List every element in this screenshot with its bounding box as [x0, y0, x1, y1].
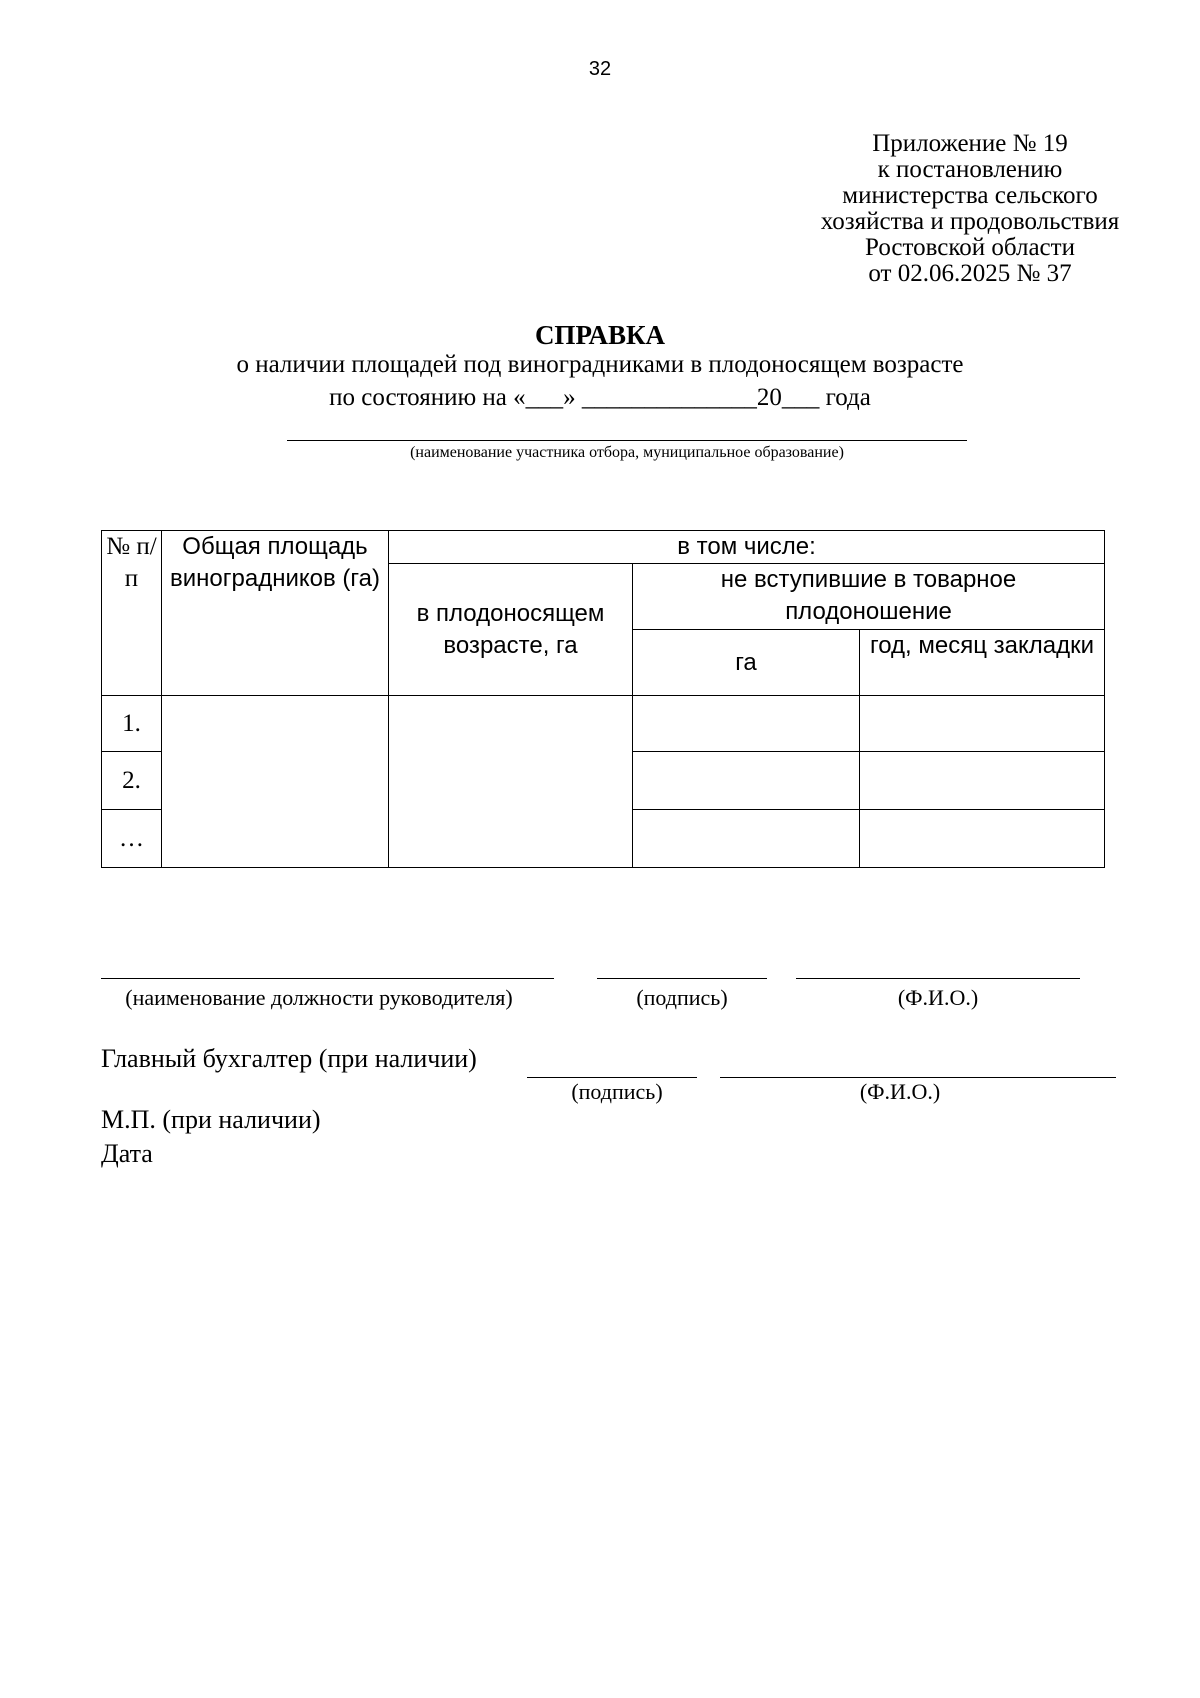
- head-signature-caption: (подпись): [636, 985, 728, 1010]
- vineyard-table: [101, 530, 1105, 868]
- row-number: …: [102, 810, 162, 868]
- page-number: 32: [588, 58, 612, 80]
- org-name-line: [287, 440, 967, 441]
- header-num: № п/п: [102, 531, 162, 696]
- header-fruit-bearing: в плодоносящем возрасте, га: [389, 564, 633, 696]
- accountant-fio-caption: (Ф.И.О.): [859, 1079, 941, 1104]
- cell-year-month: [860, 752, 1105, 810]
- appendix-line: министерства сельского: [842, 182, 1098, 209]
- appendix-line: Приложение № 19: [872, 130, 1068, 157]
- org-caption: (наименование участника отбора, муниципальное образование): [410, 444, 844, 461]
- cell-total-area: [162, 696, 389, 868]
- appendix-line: к постановлению: [877, 156, 1063, 183]
- date-label: Дата: [101, 1139, 153, 1168]
- stamp-label: М.П. (при наличии): [101, 1105, 321, 1134]
- head-position-line: [101, 978, 554, 979]
- head-position-caption: (наименование должности руководителя): [125, 985, 513, 1010]
- head-fio-line: [796, 978, 1080, 979]
- accountant-signature-caption: (подпись): [571, 1079, 663, 1104]
- row-number: 1.: [102, 696, 162, 752]
- subtitle-line-2: по состоянию на «___» ______________20___ года: [329, 384, 871, 411]
- accountant-signature-line: [527, 1077, 697, 1078]
- appendix-line: от 02.06.2025 № 37: [868, 260, 1072, 287]
- header-not-bearing: не вступившие в товарное плодоношение: [633, 564, 1105, 630]
- header-year-month: год, месяц закладки: [860, 630, 1105, 696]
- header-including: в том числе:: [389, 531, 1105, 564]
- chief-accountant-label: Главный бухгалтер (при наличии): [101, 1044, 477, 1073]
- header-ha: га: [633, 630, 860, 696]
- cell-year-month: [860, 810, 1105, 868]
- cell-fruit-bearing: [389, 696, 633, 868]
- cell-year-month: [860, 696, 1105, 752]
- row-number: 2.: [102, 752, 162, 810]
- accountant-fio-line: [720, 1077, 1116, 1078]
- head-fio-caption: (Ф.И.О.): [897, 985, 979, 1010]
- cell-ha: [633, 696, 860, 752]
- table-row: [102, 696, 1105, 752]
- cell-ha: [633, 810, 860, 868]
- appendix-line: хозяйства и продовольствия: [820, 208, 1120, 235]
- subtitle-line-1: о наличии площадей под виноградниками в плодоносящем возрасте: [236, 351, 964, 378]
- appendix-block: [760, 131, 1180, 287]
- document-subtitle: [0, 348, 1200, 414]
- appendix-line: Ростовской области: [865, 234, 1075, 261]
- head-signature-line: [597, 978, 767, 979]
- cell-ha: [633, 752, 860, 810]
- document-title: СПРАВКА: [534, 320, 666, 350]
- header-total-area: Общая площадь виноградников (га): [162, 531, 389, 696]
